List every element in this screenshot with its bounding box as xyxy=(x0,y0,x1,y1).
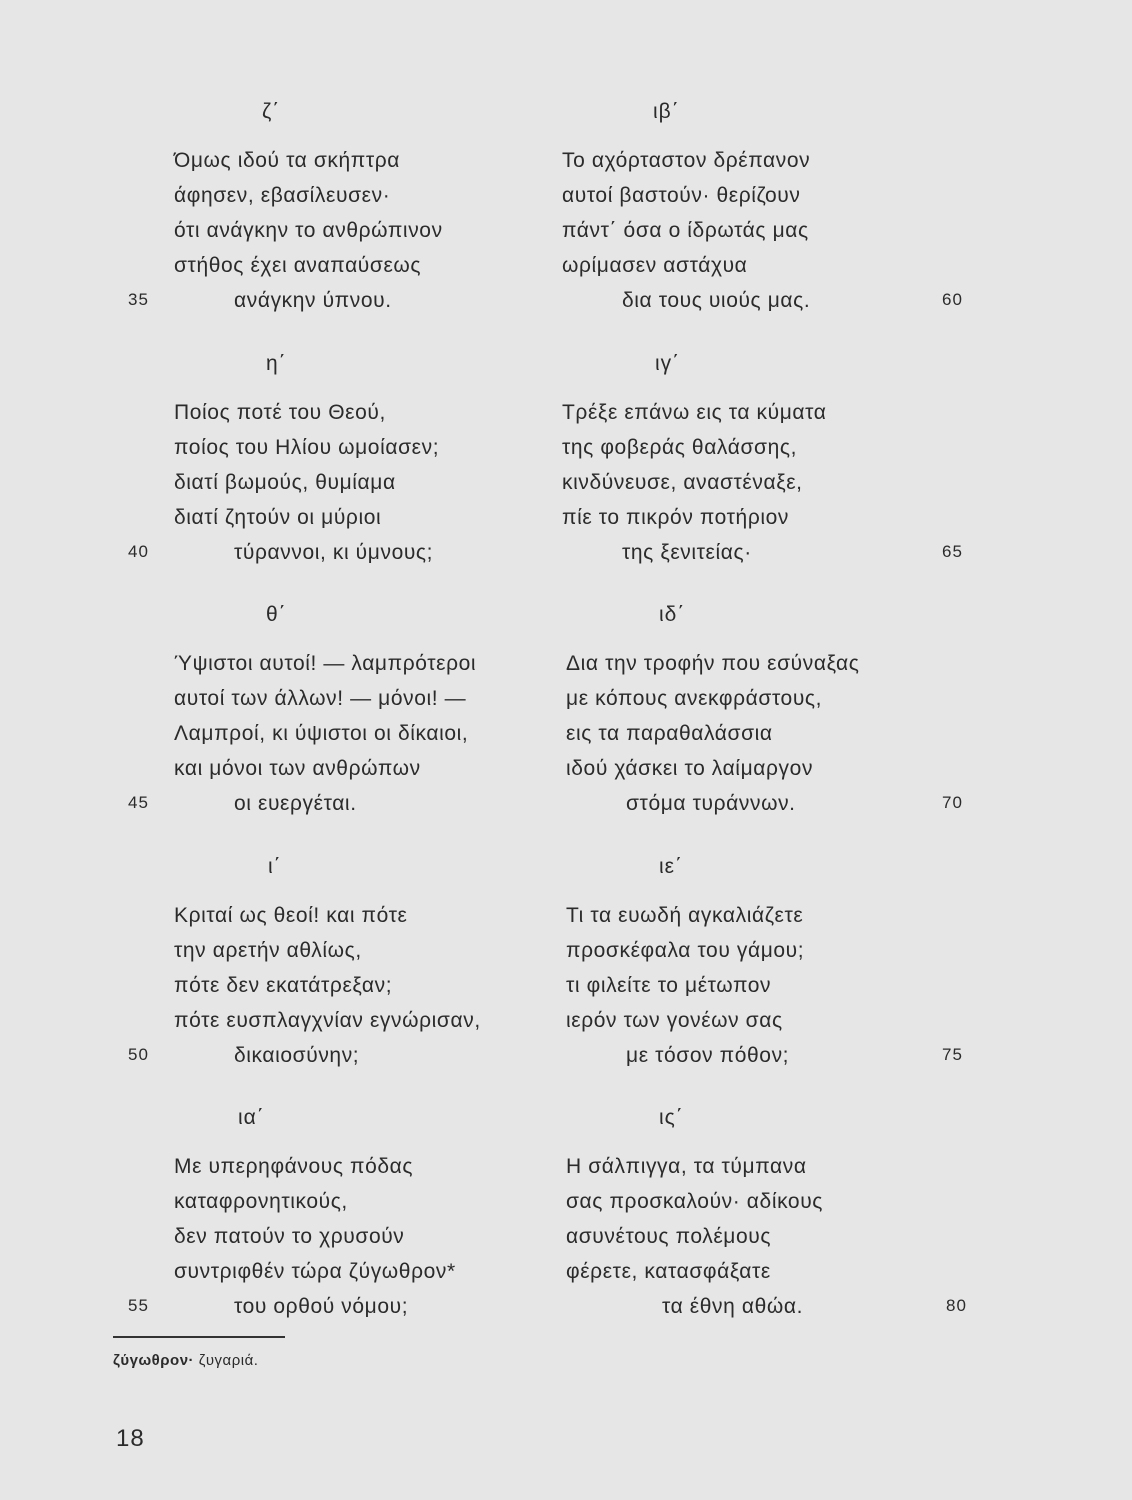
line-number: 65 xyxy=(942,542,963,561)
verse-line: αυτοί των άλλων! — μόνοι! — xyxy=(174,687,467,710)
footnote xyxy=(113,1352,258,1369)
verse-line: ποίος του Ηλίου ωμοίασεν; xyxy=(174,436,440,459)
verse-line: στήθος έχει αναπαύσεως xyxy=(174,254,422,277)
verse-line: πάντ΄ όσα ο ίδρωτάς μας xyxy=(562,219,809,242)
stanza-heading: ια΄ xyxy=(238,1106,265,1129)
verse-line: συντριφθέν τώρα ζύγωθρον* xyxy=(174,1260,456,1283)
verse-line: του ορθού νόμου; xyxy=(234,1295,409,1318)
stanza xyxy=(174,646,476,821)
verse-line: Η σάλπιγγα, τα τύμπανα xyxy=(566,1155,807,1178)
verse-line: προσκέφαλα του γάμου; xyxy=(566,939,805,962)
verse-line: τύραννοι, κι ύμνους; xyxy=(234,541,434,564)
line-number: 40 xyxy=(128,542,149,561)
verse-line: πότε δεν εκατάτρεξαν; xyxy=(174,974,393,997)
verse-line: διατί ζητούν οι μύριοι xyxy=(174,506,382,529)
line-number: 50 xyxy=(128,1045,149,1064)
verse-line: της ξενιτείας· xyxy=(622,541,752,564)
verse-line: την αρετήν αθλίως, xyxy=(174,939,362,962)
stanza-heading: ι΄ xyxy=(268,855,282,878)
stanza-heading: η΄ xyxy=(266,352,287,375)
verse-line: ωρίμασεν αστάχυα xyxy=(562,254,748,277)
verse-line: καταφρονητικούς, xyxy=(174,1190,348,1213)
stanza-heading: ιγ΄ xyxy=(655,352,681,375)
stanza xyxy=(174,395,439,570)
line-number: 45 xyxy=(128,793,149,812)
verse-line: Κριταί ως θεοί! και πότε xyxy=(174,904,408,927)
verse-line: ιερόν των γονέων σας xyxy=(566,1009,783,1032)
verse-line: Δια την τροφήν που εσύναξας xyxy=(566,652,860,675)
line-number: 60 xyxy=(942,290,963,309)
stanza xyxy=(562,395,826,570)
verse-line: Λαμπροί, κι ύψιστοι οι δίκαιοι, xyxy=(174,722,469,745)
footnote-rule xyxy=(113,1336,285,1338)
verse-line: με τόσον πόθον; xyxy=(626,1044,790,1067)
line-number: 55 xyxy=(128,1296,149,1315)
verse-line: πότε ευσπλαγχνίαν εγνώρισαν, xyxy=(174,1009,481,1032)
stanza xyxy=(566,898,804,1073)
verse-line: με κόπους ανεκφράστους, xyxy=(566,687,823,710)
verse-line: Τι τα ευωδή αγκαλιάζετε xyxy=(566,904,804,927)
verse-line: ιδού χάσκει το λαίμαργον xyxy=(566,757,814,780)
line-number: 35 xyxy=(128,290,149,309)
verse-line: εις τα παραθαλάσσια xyxy=(566,722,773,745)
verse-line: αυτοί βαστούν· θερίζουν xyxy=(562,184,801,207)
stanza-heading: ιβ΄ xyxy=(653,100,680,123)
verse-line: τα έθνη αθώα. xyxy=(662,1295,804,1318)
line-number: 80 xyxy=(946,1296,967,1315)
verse-line: Τρέξε επάνω εις τα κύματα xyxy=(562,401,827,424)
stanza-heading: ις΄ xyxy=(659,1106,684,1129)
verse-line: ότι ανάγκην το ανθρώπινον xyxy=(174,219,443,242)
verse-line: ασυνέτους πολέμους xyxy=(566,1225,772,1248)
stanza xyxy=(174,1149,456,1324)
verse-line: Όμως ιδού τα σκήπτρα xyxy=(174,149,401,172)
verse-line: σας προσκαλούν· αδίκους xyxy=(566,1190,824,1213)
verse-line: φέρετε, κατασφάξατε xyxy=(566,1260,771,1283)
verse-line: άφησεν, εβασίλευσεν· xyxy=(174,184,391,207)
verse-line: Με υπερηφάνους πόδας xyxy=(174,1155,414,1178)
verse-line: και μόνοι των ανθρώπων xyxy=(174,757,421,780)
verse-line: της φοβεράς θαλάσσης, xyxy=(562,436,798,459)
stanza xyxy=(566,1149,823,1324)
verse-line: Ποίος ποτέ του Θεού, xyxy=(174,401,386,424)
line-number: 70 xyxy=(942,793,963,812)
verse-line: πίε το πικρόν ποτήριον xyxy=(562,506,790,529)
stanza-heading: ιδ΄ xyxy=(659,603,686,626)
verse-line: οι ευεργέται. xyxy=(234,792,357,815)
verse-line: διατί βωμούς, θυμίαμα xyxy=(174,471,396,494)
verse-line: ανάγκην ύπνου. xyxy=(234,289,392,312)
stanza-heading: ιε΄ xyxy=(659,855,684,878)
verse-line: Ύψιστοι αυτοί! — λαμπρότεροι xyxy=(174,652,477,675)
verse-line: κινδύνευσε, αναστέναξε, xyxy=(562,471,803,494)
stanza-heading: ζ΄ xyxy=(262,100,281,123)
line-number: 75 xyxy=(942,1045,963,1064)
verse-line: στόμα τυράννων. xyxy=(626,792,796,815)
verse-line: Το αχόρταστον δρέπανον xyxy=(562,149,811,172)
footnote-term: ζύγωθρον· xyxy=(113,1352,195,1369)
stanza xyxy=(562,143,810,318)
verse-line: δεν πατούν το χρυσούν xyxy=(174,1225,405,1248)
verse-line: δια τους υιούς μας. xyxy=(622,289,811,312)
verse-line: δικαιοσύνην; xyxy=(234,1044,360,1067)
stanza xyxy=(174,143,443,318)
stanza xyxy=(566,646,859,821)
stanza xyxy=(174,898,481,1073)
stanza-heading: θ΄ xyxy=(266,603,287,626)
page-number: 18 xyxy=(116,1425,145,1452)
verse-line: τι φιλείτε το μέτωπον xyxy=(566,974,772,997)
footnote-definition: ζυγαριά. xyxy=(194,1352,259,1369)
